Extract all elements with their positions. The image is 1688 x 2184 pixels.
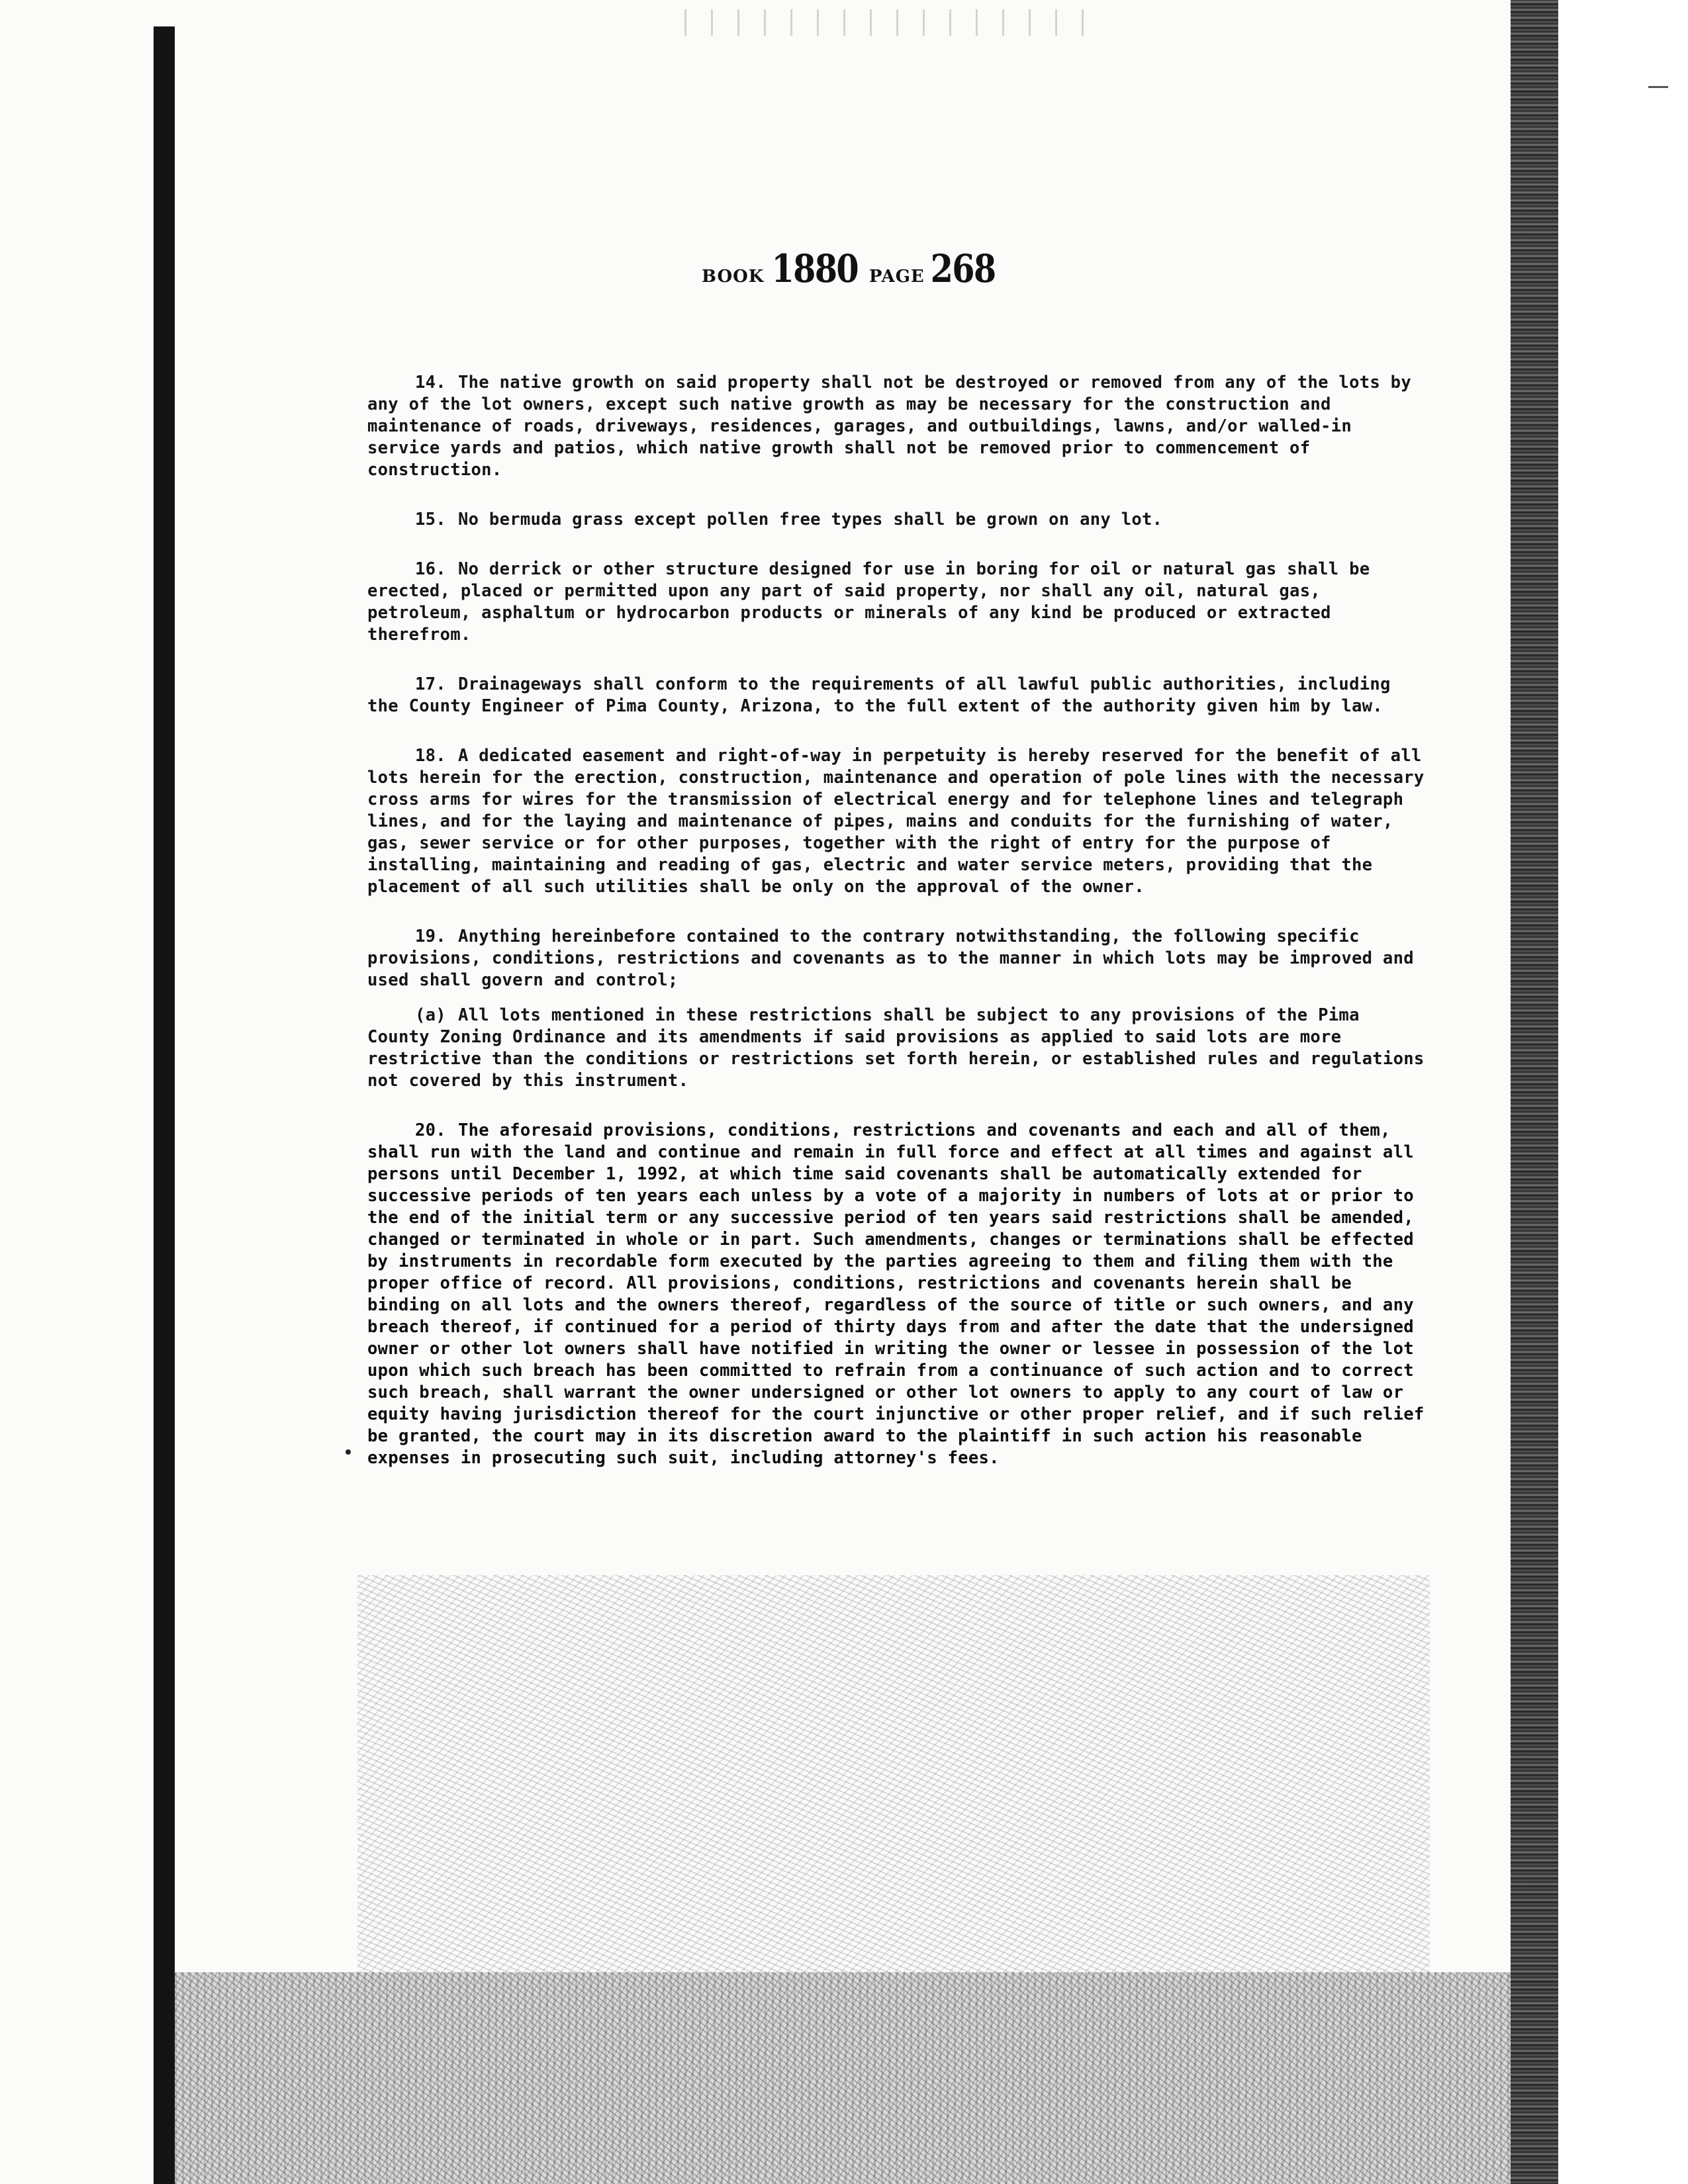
paragraph-number: 20. bbox=[415, 1120, 446, 1140]
paragraph-20 bbox=[367, 1120, 1427, 1469]
paragraph-text: Anything hereinbefore contained to the contrary notwithstanding, the following specific provisions, conditions, restrictions and covenants as to the manner in which lots may be improved and used shall govern and control; bbox=[367, 927, 1414, 990]
paragraph-text: No derrick or other structure designed for use in boring for oil or natural gas shall be erected, placed or permitted upon any part of said property, nor shall any oil, natural gas, petroleum, asphaltum or hydrocarbon products or minerals of any kind be produced or extracted therefrom. bbox=[367, 559, 1370, 645]
scan-specks bbox=[675, 9, 1099, 36]
paragraph-number: 19. bbox=[415, 927, 446, 946]
paragraph-text: A dedicated easement and right-of-way in perpetuity is hereby reserved for the benefit of all lots herein for the erection, construction, maintenance and operation of pole lines with the necessary cross arms for wires for the transmission of electrical energy and for telephone lines and telegraph lines, and for the laying and maintenance of pipes, mains and conduits for the furnishing of water, gas, sewer service or for other purposes, together with the right of entry for the purpose of installing, maintaining and reading of gas, electric and water service meters, providing that the placement of all such utilities shall be only on the approval of the owner. bbox=[367, 746, 1425, 897]
paragraph-number: 18. bbox=[415, 746, 446, 766]
paragraph-number: 17. bbox=[415, 674, 446, 694]
document-body bbox=[367, 372, 1427, 1497]
subparagraph-a bbox=[367, 1005, 1427, 1092]
paragraph-15 bbox=[367, 509, 1427, 531]
paragraph-17 bbox=[367, 674, 1427, 717]
paragraph-text: Drainageways shall conform to the requirements of all lawful public authorities, including the County Engineer of Pima County, Arizona, to the full extent of the authority given him by law. bbox=[367, 674, 1391, 716]
scan-noise bbox=[175, 1972, 1511, 2184]
margin-mark bbox=[1648, 86, 1668, 101]
subparagraph-label: (a) bbox=[415, 1005, 446, 1025]
left-scan-border bbox=[154, 26, 175, 2184]
book-number: 1880 bbox=[771, 246, 859, 291]
book-label: BOOK bbox=[702, 267, 765, 287]
paragraph-number: 14. bbox=[415, 373, 446, 392]
paragraph-number: 15. bbox=[415, 510, 446, 529]
page-label: PAGE bbox=[868, 267, 925, 287]
paragraph-text: No bermuda grass except pollen free types shall be grown on any lot. bbox=[457, 510, 1163, 529]
right-margin bbox=[1558, 0, 1688, 2184]
paragraph-number: 16. bbox=[415, 559, 446, 579]
stray-mark bbox=[346, 1449, 351, 1455]
paragraph-19 bbox=[367, 926, 1427, 991]
paragraph-14 bbox=[367, 372, 1427, 481]
paragraph-text: The aforesaid provisions, conditions, restrictions and covenants and each and all of them, shall run with the land and continue and remain in full force and effect at all times and against all persons until December 1, 1992, at which time said covenants shall be automatically extended for successive periods of ten years each unless by a vote of a majority in numbers of lots at or prior to the end of the initial term or any successive period of ten years said restrictions shall be amended, changed or terminated in whole or in part. Such amendments, changes or terminations shall be effected by instruments in recordable form executed by the parties agreeing to them and filing them with the proper office of record. All provisions, conditions, restrictions and covenants herein shall be binding on all lots and the owners thereof, regardless of the source of title or such owners, and any breach thereof, if continued for a period of thirty days from and after the date that the undersigned owner or other lot owners shall have notified in writing the owner or lessee in possession of the lot upon which such breach has been committed to refrain from a continuance of such action and to correct such breach, shall warrant the owner undersigned or other lot owners to apply to any court of law or equity having jurisdiction thereof for the court injunctive or other proper relief, and if such relief be granted, the court may in its discretion award to the plaintiff in such action his reasonable expenses in prosecuting such suit, including attorney's fees. bbox=[367, 1120, 1425, 1468]
paragraph-18 bbox=[367, 745, 1427, 898]
paragraph-16 bbox=[367, 559, 1427, 646]
book-page-stamp bbox=[702, 246, 996, 293]
page-number: 268 bbox=[930, 246, 996, 291]
subparagraph-text: All lots mentioned in these restrictions shall be subject to any provisions of the Pima County Zoning Ordinance and its amendments if said provisions as applied to said lots are more restrictive than the conditions or restrictions set forth herein, or established rules and regulations not covered by this instrument. bbox=[367, 1005, 1425, 1091]
paragraph-text: The native growth on said property shall not be destroyed or removed from any of the lots by any of the lot owners, except such native growth as may be necessary for the construction and maintenance of roads, driveways, residences, garages, and outbuildings, lawns, and/or walled-in service yards and patios, which native growth shall not be removed prior to commencement of construction. bbox=[367, 373, 1411, 480]
scan-degradation-overlay bbox=[357, 1575, 1430, 1972]
right-scan-border bbox=[1511, 0, 1558, 2184]
